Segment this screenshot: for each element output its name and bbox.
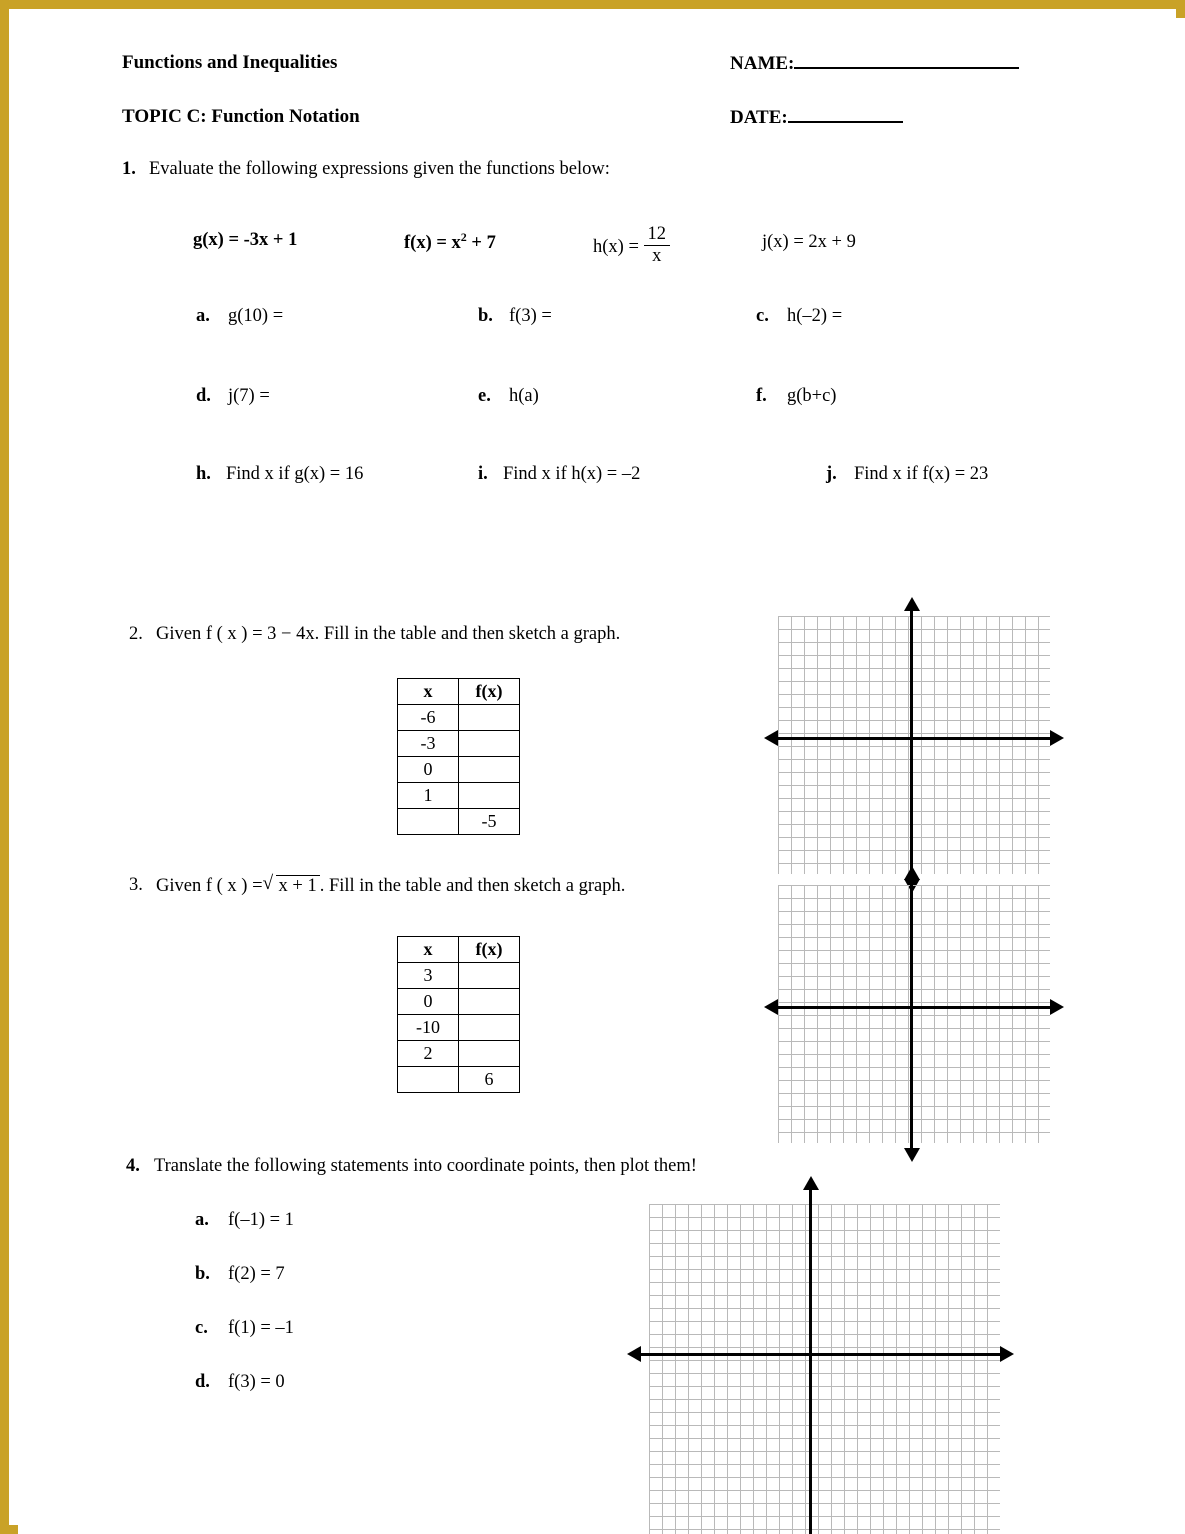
q3-prompt: Given f ( x ) = √ x + 1 . Fill in the table and then sketch a graph. <box>156 875 625 897</box>
q4d-text: f(3) = 0 <box>228 1372 285 1392</box>
q4b-letter: b. <box>195 1264 210 1284</box>
table-row <box>398 757 520 783</box>
table-row <box>398 731 520 757</box>
square-root-icon: √ x + 1 <box>263 875 320 897</box>
q3-cell-fx-4[interactable]: 6 <box>459 1067 520 1093</box>
q1a-text: g(10) = <box>228 306 284 326</box>
q2-th-x: x <box>398 679 459 705</box>
q2-x-axis-right-arrow <box>1050 730 1064 746</box>
q4-prompt: Translate the following statements into coordinate points, then plot them! <box>154 1156 697 1176</box>
q4b-text: f(2) = 7 <box>228 1264 285 1284</box>
date-field-label: DATE: <box>730 106 903 129</box>
q4-x-axis-right-arrow <box>1000 1346 1014 1362</box>
name-field-label: NAME: <box>730 52 1019 75</box>
date-blank-line[interactable] <box>788 106 903 123</box>
q2-number: 2. <box>129 624 143 644</box>
q3-cell-x-0[interactable]: 3 <box>398 963 459 989</box>
q2-cell-x-0[interactable]: -6 <box>398 705 459 731</box>
q3-cell-x-3[interactable]: 2 <box>398 1041 459 1067</box>
page-title: Functions and Inequalities <box>122 52 338 73</box>
q2-cell-x-3[interactable]: 1 <box>398 783 459 809</box>
q3-graph[interactable] <box>778 880 1063 1155</box>
q2-th-fx: f(x) <box>459 679 520 705</box>
q1c-letter: c. <box>756 306 769 326</box>
q1f-text: g(b+c) <box>787 386 837 406</box>
q2-prompt: Given f ( x ) = 3 − 4x. Fill in the table and then sketch a graph. <box>156 624 621 644</box>
q4d-letter: d. <box>195 1372 210 1392</box>
q3-cell-fx-2[interactable] <box>459 1015 520 1041</box>
q4-y-axis-up-arrow <box>803 1176 819 1190</box>
q2-cell-fx-1[interactable] <box>459 731 520 757</box>
q1b-text: f(3) = <box>509 306 552 326</box>
q1b-letter: b. <box>478 306 493 326</box>
header-row-title <box>18 52 1185 82</box>
q2-y-axis <box>910 611 913 879</box>
q2-cell-x-1[interactable]: -3 <box>398 731 459 757</box>
q1a-letter: a. <box>196 306 210 326</box>
q3-cell-fx-0[interactable] <box>459 963 520 989</box>
q3-cell-x-1[interactable]: 0 <box>398 989 459 1015</box>
table-row <box>398 1041 520 1067</box>
table-row <box>398 705 520 731</box>
q2-x-axis-left-arrow <box>764 730 778 746</box>
q2-cell-fx-0[interactable] <box>459 705 520 731</box>
q3-table[interactable] <box>397 936 520 1093</box>
q3-th-x: x <box>398 937 459 963</box>
function-g: g(x) = -3x + 1 <box>193 230 298 250</box>
q4a-text: f(–1) = 1 <box>228 1210 294 1230</box>
q3-cell-fx-1[interactable] <box>459 989 520 1015</box>
table-row <box>398 809 520 835</box>
q4c-text: f(1) = –1 <box>228 1318 294 1338</box>
q1i-text: Find x if h(x) = –2 <box>503 464 641 484</box>
q2-grid <box>778 616 1050 874</box>
q1j-text: Find x if f(x) = 23 <box>854 464 989 484</box>
q2-cell-x-4[interactable] <box>398 809 459 835</box>
topic-title: TOPIC C: Function Notation <box>122 106 360 127</box>
q2-table[interactable] <box>397 678 520 835</box>
q3-cell-x-2[interactable]: -10 <box>398 1015 459 1041</box>
q2-x-axis <box>778 737 1050 740</box>
q1i-letter: i. <box>478 464 488 484</box>
q1c-text: h(–2) = <box>787 306 843 326</box>
q2-cell-fx-4[interactable]: -5 <box>459 809 520 835</box>
q1d-letter: d. <box>196 386 211 406</box>
q1j-letter: j. <box>826 464 837 484</box>
table-header-row <box>398 937 520 963</box>
header-row-topic <box>18 106 1185 136</box>
q1h-text: Find x if g(x) = 16 <box>226 464 364 484</box>
q3-x-axis-left-arrow <box>764 999 778 1015</box>
table-row <box>398 1015 520 1041</box>
q3-y-axis <box>910 880 913 1148</box>
q3-number: 3. <box>129 875 143 895</box>
q2-graph[interactable] <box>778 611 1063 886</box>
q3-cell-fx-3[interactable] <box>459 1041 520 1067</box>
q2-formula: f ( x ) = 3 − 4x. <box>205 624 320 644</box>
q1h-letter: h. <box>196 464 211 484</box>
table-row <box>398 989 520 1015</box>
q3-th-fx: f(x) <box>459 937 520 963</box>
function-h: h(x) = $\frac{12}{x}$ <box>593 226 670 270</box>
q3-x-axis <box>778 1006 1050 1009</box>
q4-graph[interactable] <box>641 1190 1021 1534</box>
q3-formula: f ( x ) = √ x + 1 <box>206 876 320 896</box>
q1e-text: h(a) <box>509 386 539 406</box>
q4-grid <box>649 1204 1000 1534</box>
q3-cell-x-4[interactable] <box>398 1067 459 1093</box>
q3-y-axis-down-arrow <box>904 1148 920 1162</box>
table-row <box>398 963 520 989</box>
worksheet-content <box>18 18 1185 1534</box>
q4-x-axis <box>641 1353 1000 1356</box>
function-j: j(x) = 2x + 9 <box>762 232 856 252</box>
q4c-letter: c. <box>195 1318 208 1338</box>
q2-y-axis-up-arrow <box>904 597 920 611</box>
q2-cell-fx-3[interactable] <box>459 783 520 809</box>
table-row <box>398 1067 520 1093</box>
q4-number: 4. <box>126 1156 140 1176</box>
q2-cell-fx-2[interactable] <box>459 757 520 783</box>
q3-y-axis-up-arrow <box>904 866 920 880</box>
q3-x-axis-right-arrow <box>1050 999 1064 1015</box>
q3-grid <box>778 885 1050 1143</box>
table-row <box>398 783 520 809</box>
name-blank-line[interactable] <box>794 52 1019 69</box>
q4a-letter: a. <box>195 1210 209 1230</box>
q4-y-axis <box>809 1190 812 1534</box>
q1f-letter: f. <box>756 386 767 406</box>
q1e-letter: e. <box>478 386 491 406</box>
q2-cell-x-2[interactable]: 0 <box>398 757 459 783</box>
fraction-12-over-x: $\frac{12}{x}$ <box>644 224 671 268</box>
q1-number: 1. <box>122 159 136 179</box>
function-f: $f(x) = x^2 + 7$ <box>404 230 496 254</box>
q4-x-axis-left-arrow <box>627 1346 641 1362</box>
q1-prompt: Evaluate the following expressions given the functions below: <box>149 159 610 179</box>
table-header-row <box>398 679 520 705</box>
q1d-text: j(7) = <box>228 386 270 406</box>
